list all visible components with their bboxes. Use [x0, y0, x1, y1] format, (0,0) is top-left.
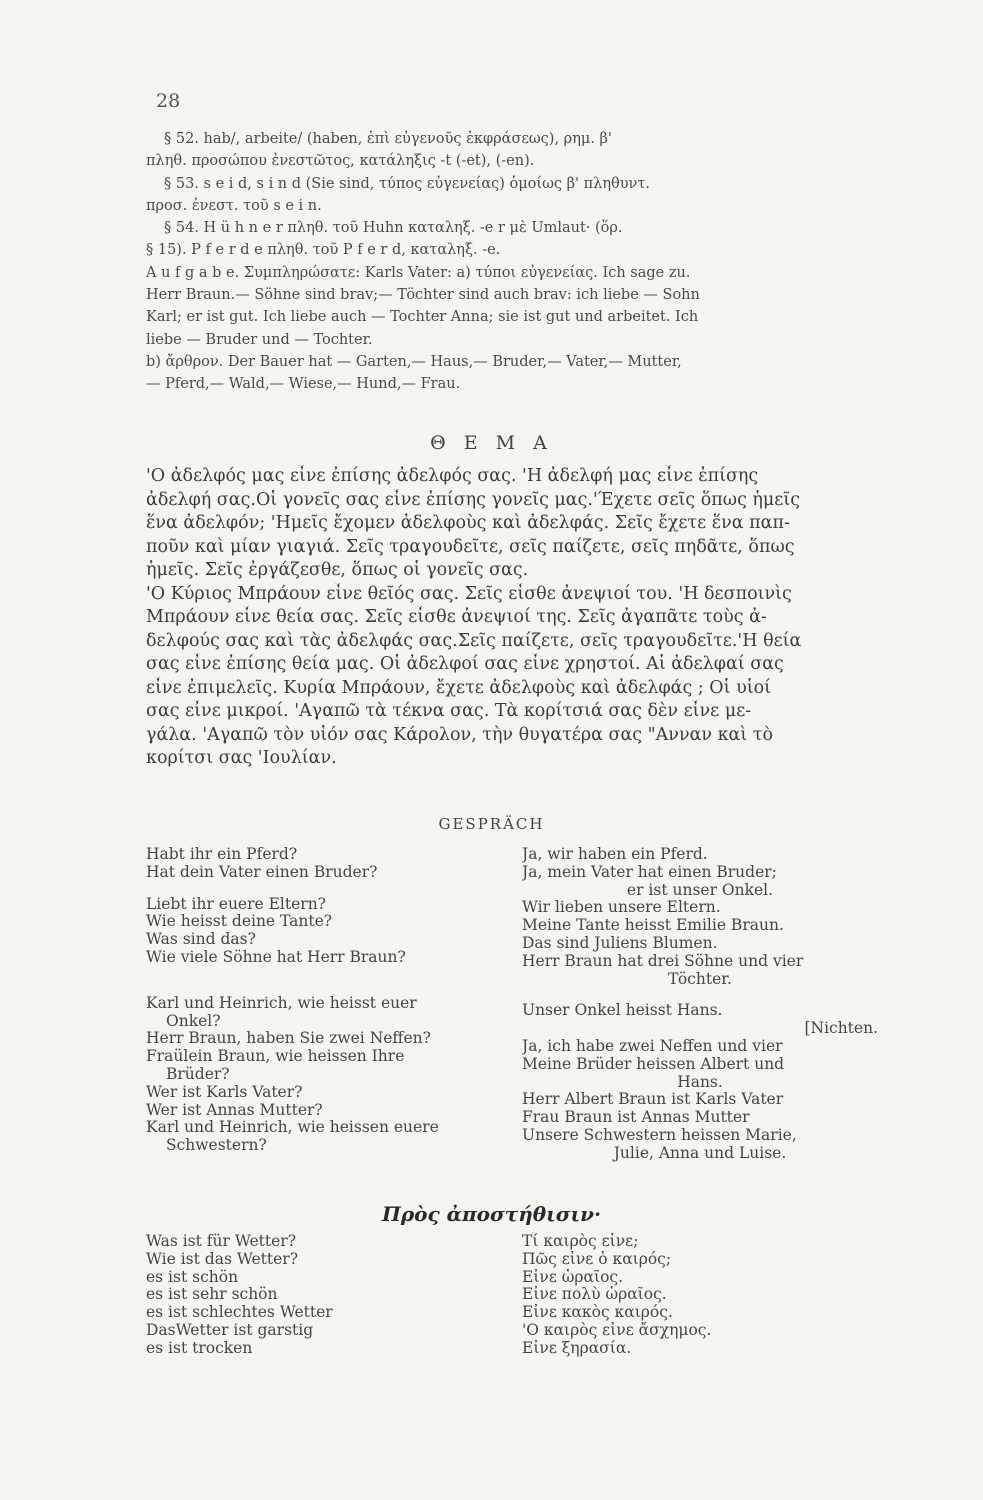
answer-line: Meine Brüder heissen Albert und: [522, 1055, 785, 1073]
answer-line: Julie, Anna und Luise.: [613, 1144, 787, 1162]
answer-line: Herr Albert Braun ist Karls Vater: [522, 1091, 784, 1109]
thema-line: Μπράουν εἶνε θεία σας. Σεῖς εἶσθε ἀνεψιοί της. Σεῖς ἀγαπᾶτε τοὺς ἀ-: [146, 607, 767, 627]
spacer: [146, 882, 491, 896]
memo-german-line: es ist schön: [146, 1268, 239, 1286]
questions-column: [146, 846, 491, 1155]
memo-greek-line: Εἶνε πολὺ ὡραῖος.: [522, 1286, 667, 1304]
memo-german-line: DasWetter ist garstig: [146, 1321, 314, 1339]
exercise-line: b) ἄρθρον. Der Bauer hat — Garten,— Haus,— Bruder,— Vater,— Mutter,: [146, 353, 682, 370]
note-line: § 53. s e i d, s i n d (Sie sind, τύπος εὐγενείας) ὁμοίως β' πληθυντ.: [164, 175, 651, 192]
spacer: [146, 967, 491, 981]
question-line: Karl und Heinrich, wie heissen euere: [146, 1119, 439, 1137]
question-line: Karl und Heinrich, wie heisst euer: [146, 994, 417, 1012]
question-line: Wie heisst deine Tante?: [146, 913, 333, 931]
question-line: Herr Braun, haben Sie zwei Neffen?: [146, 1030, 431, 1048]
memo-greek-line: Εἶνε ξηρασία.: [522, 1339, 632, 1357]
exercise-line: A u f g a b e. Συμπληρώσατε: Karls Vater: a) τύποι εὐγενείας. Ich sage zu.: [146, 264, 691, 281]
question-line: Wie viele Söhne hat Herr Braun?: [146, 948, 406, 966]
answer-line: Unsere Schwestern heissen Marie,: [522, 1126, 797, 1144]
thema-line: κορίτσι σας 'Ιουλίαν.: [146, 748, 337, 768]
question-line: Was sind das?: [146, 931, 256, 949]
memo-german-column: [146, 1233, 491, 1358]
answer-line: [Nichten.: [804, 1020, 878, 1038]
note-line: § 15). P f e r d e πληθ. τοῦ P f e r d, καταληξ. -e.: [146, 242, 501, 259]
gespraech-heading: GESPRÄCH: [438, 815, 545, 833]
question-line: Brüder?: [166, 1065, 230, 1083]
question-line: Habt ihr ein Pferd?: [146, 846, 298, 863]
page-number: 28: [156, 90, 181, 112]
thema-line: σας εἶνε ἐπίσης θεία μας. Οἱ ἀδελφοί σας εἶνε χρηστοί. Αἱ ἀδελφαί σας: [146, 654, 784, 674]
memo-greek-line: Τί καιρὸς εἶνε;: [522, 1233, 639, 1250]
answer-line: Unser Onkel heisst Hans.: [522, 1002, 723, 1020]
answer-line: Hans.: [677, 1073, 723, 1091]
exercise-line: — Pferd,— Wald,— Wiese,— Hund,— Frau.: [146, 376, 461, 393]
question-line: Fraülein Braun, wie heissen Ihre: [146, 1048, 405, 1066]
exercise-line: liebe — Bruder und — Tochter.: [146, 331, 373, 348]
memo-greek-line: Πῶς εἶνε ὁ καιρός;: [522, 1250, 672, 1268]
thema-line: 'Ο Κύριος Μπράουν εἶνε θεῖός σας. Σεῖς εἶσθε ἀνεψιοί του. 'Η δεσποινὶς: [146, 583, 792, 604]
answer-line: Wir lieben unsere Eltern.: [522, 899, 721, 917]
question-line: Hat dein Vater einen Bruder?: [146, 863, 378, 881]
answer-line: Meine Tante heisst Emilie Braun.: [522, 917, 784, 935]
memo-german-line: es ist sehr schön: [146, 1286, 278, 1304]
exercise-line: Herr Braun.— Söhne sind brav;— Töchter sind auch brav: ich liebe — Sohn: [146, 287, 700, 304]
thema-line: δελφούς σας καὶ τὰς ἀδελφάς σας.Σεῖς παίζετε, σεῖς τραγουδεῖτε.'Η θεία: [146, 630, 802, 651]
answer-line: Frau Braun ist Annas Mutter: [522, 1109, 750, 1127]
grammar-notes: [146, 128, 876, 396]
spacer: [522, 988, 878, 1002]
thema-heading: Θ Ε Μ Α: [430, 432, 553, 454]
thema-line: ποῦν καὶ μίαν γιαγιά. Σεῖς τραγουδεῖτε, σεῖς παίζετε, σεῖς πηδᾶτε, ὅπως: [146, 536, 795, 557]
memo-german-line: Wie ist das Wetter?: [146, 1250, 299, 1268]
thema-line: γάλα. 'Αγαπῶ τὸν υἱόν σας Κάρολον, τὴν θυγατέρα σας "Ανναν καὶ τὸ: [146, 724, 774, 745]
note-line: πληθ. προσώπου ἐνεστῶτος, κατάληξις -t (-et), (-en).: [146, 153, 535, 170]
memo-german-line: es ist schlechtes Wetter: [146, 1304, 333, 1322]
answers-column: [522, 846, 878, 1163]
memo-greek-line: Εἶνε κακὸς καιρός.: [522, 1304, 673, 1322]
thema-line: σας εἶνε μικροί. 'Αγαπῶ τὰ τέκνα σας. Τὰ κορίτσιά σας δὲν εἶνε με-: [146, 701, 752, 721]
answer-line: Ja, ich habe zwei Neffen und vier: [522, 1037, 783, 1055]
exercise-line: Karl; er ist gut. Ich liebe auch — Tochter Anna; sie ist gut und arbeitet. Ich: [146, 309, 699, 326]
answer-line: er ist unser Onkel.: [626, 881, 774, 899]
question-line: Liebt ihr euere Eltern?: [146, 895, 326, 913]
thema-line: εἶνε ἐπιμελεῖς. Κυρία Μπράουν, ἔχετε ἀδελφοὺς καὶ ἀδελφάς ; Οἱ υἱοί: [146, 677, 771, 698]
question-line: Wer ist Karls Vater?: [146, 1083, 303, 1101]
thema-line: ἕνα ἀδελφόν; 'Ημεῖς ἔχομεν ἀδελφοὺς καὶ ἀδελφάς. Σεῖς ἔχετε ἕνα παπ-: [146, 513, 790, 533]
memo-german-line: Was ist für Wetter?: [146, 1233, 297, 1250]
answer-line: Ja, mein Vater hat einen Bruder;: [522, 863, 777, 881]
spacer: [146, 981, 491, 995]
thema-line: ἡμεῖς. Σεῖς ἐργάζεσθε, ὅπως οἱ γονεῖς σας.: [146, 560, 529, 580]
memo-german-line: es ist trocken: [146, 1339, 253, 1357]
thema-line: ἀδελφή σας.Οἱ γονεῖς σας εἶνε ἐπίσης γονεῖς μας.'Έχετε σεῖς ὅπως ἡμεῖς: [146, 489, 801, 510]
question-line: Schwestern?: [166, 1137, 267, 1155]
memo-greek-line: 'Ο καιρὸς εἶνε ἄσχημος.: [522, 1321, 712, 1339]
thema-line: 'Ο ἀδελφός μας εἶνε ἐπίσης ἀδελφός σας. 'Η ἀδελφή μας εἶνε ἐπίσης: [146, 466, 759, 486]
answer-line: Herr Braun hat drei Söhne und vier: [522, 952, 804, 970]
question-line: Wer ist Annas Mutter?: [146, 1101, 323, 1119]
answer-line: Ja, wir haben ein Pferd.: [522, 846, 708, 863]
memorization-heading: Πρὸς ἀποστήθισιν·: [381, 1202, 602, 1226]
note-line: προσ. ἐνεστ. τοῦ s e i n.: [146, 197, 322, 214]
memo-greek-column: [522, 1233, 878, 1358]
question-line: Onkel?: [166, 1012, 221, 1030]
note-line: § 52. hab/, arbeite/ (haben, ἐπὶ εὐγενοῦς ἐκφράσεως), ρημ. β': [164, 131, 612, 147]
answer-line: Töchter.: [668, 970, 732, 988]
note-line: § 54. H ü h n e r πληθ. τοῦ Huhn καταληξ. -e r μὲ Umlaut· (ὅρ.: [164, 220, 623, 237]
memo-greek-line: Εἶνε ὡραῖος.: [522, 1268, 624, 1286]
answer-line: Das sind Juliens Blumen.: [522, 934, 718, 952]
thema-text: [146, 465, 876, 771]
